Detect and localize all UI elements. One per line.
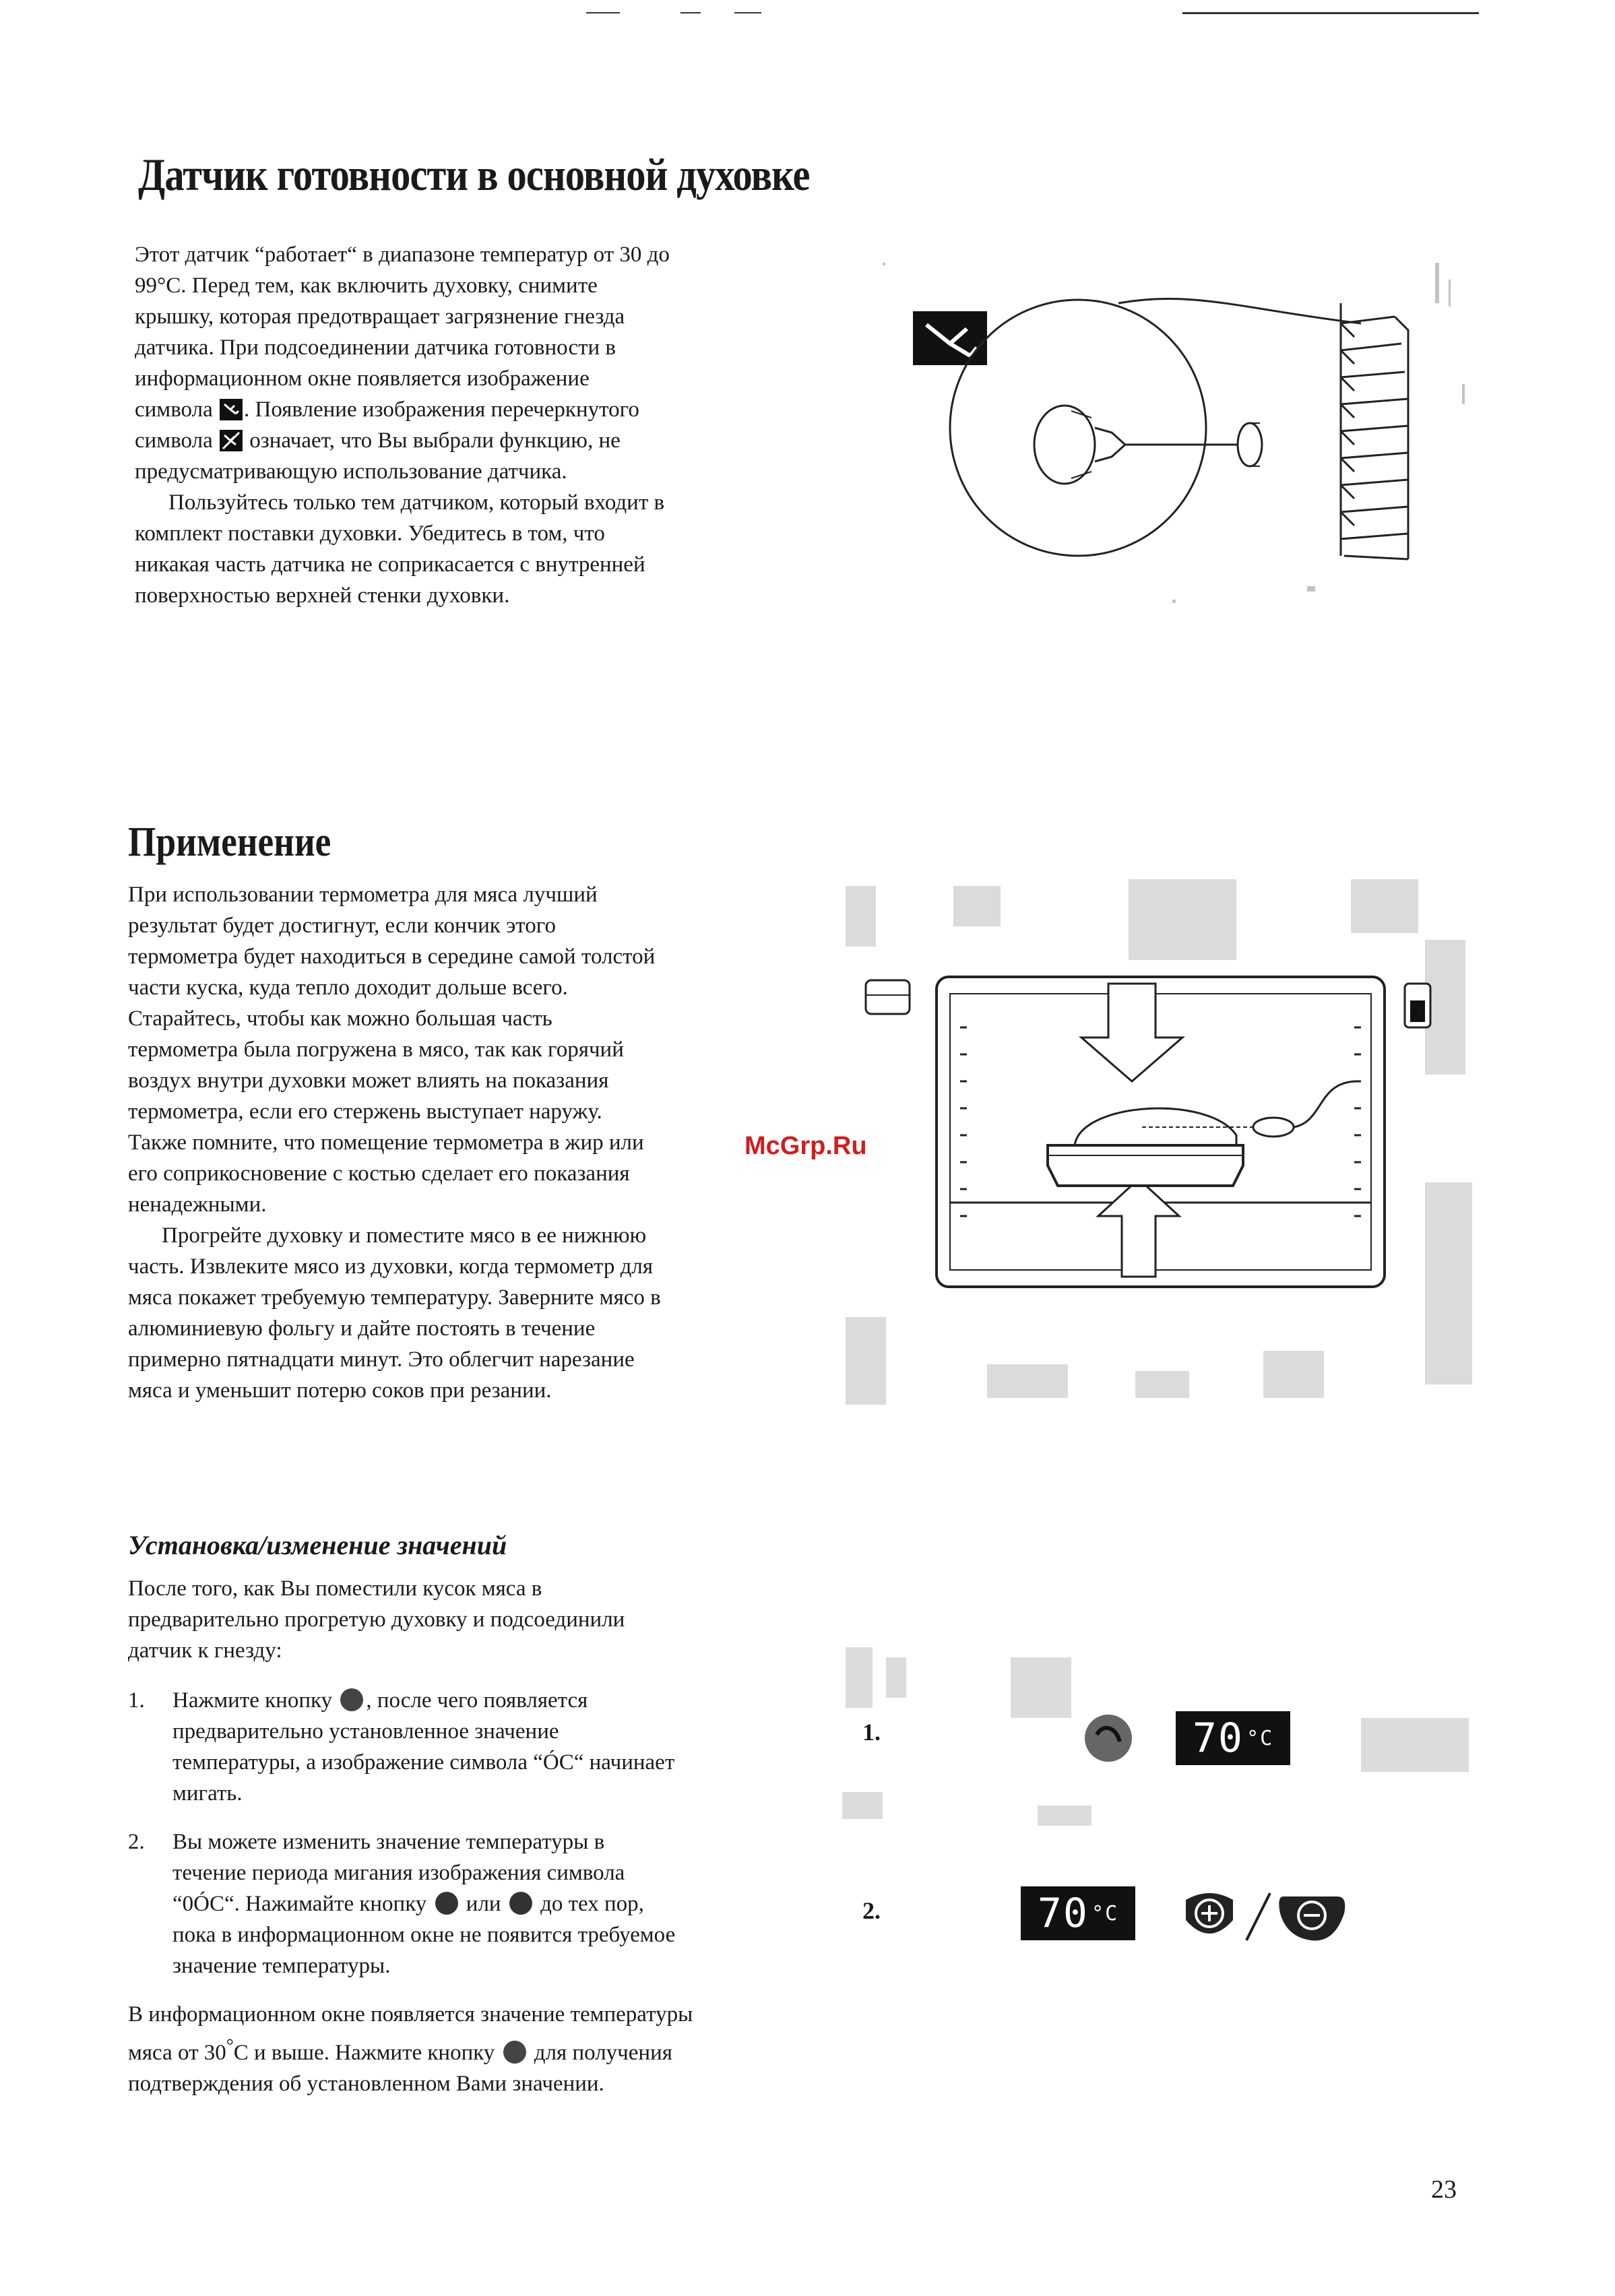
- text-line: результат будет достигнут, если кончик этого: [128, 914, 556, 938]
- text-fragment: , после чего появляется: [366, 1688, 588, 1713]
- text-line: Этот датчик “работает“ в диапазоне температур от 30 до: [135, 243, 670, 267]
- text-line: значение температуры.: [172, 1954, 391, 1978]
- text-line: [172, 1888, 802, 1919]
- text-fragment: . Появление изображения перечеркнутого: [243, 397, 639, 422]
- text-line: [135, 425, 809, 456]
- scan-noise: [1038, 1806, 1091, 1826]
- text-line: датчик к гнезду:: [128, 1638, 282, 1663]
- text-line: предварительно установленное значение: [172, 1719, 559, 1744]
- top-rule-fragment: [680, 12, 701, 13]
- scan-noise: [886, 1657, 906, 1698]
- text-line: никакая часть датчика не соприкасается с внутренней: [135, 552, 645, 577]
- text-line: [135, 394, 809, 425]
- top-rule-fragment: [734, 12, 761, 13]
- step-label-2: 2.: [862, 1897, 881, 1924]
- display-value: 70: [1192, 1715, 1244, 1762]
- roasting-tray: [1048, 1145, 1243, 1186]
- probe-button-icon: [1085, 1715, 1132, 1762]
- text-fragment: до тех пор,: [540, 1892, 644, 1916]
- text-line: информационном окне появляется изображение: [135, 366, 590, 391]
- text-line: комплект поставки духовки. Убедитесь в том, что: [135, 521, 605, 546]
- controls-figure: [842, 1644, 1476, 2021]
- oven-rack: [1341, 303, 1408, 559]
- step-number: 1.: [128, 1688, 145, 1713]
- text-line: воздух внутри духовки может влиять на показания: [128, 1069, 609, 1093]
- text-line: В информационном окне появляется значение температуры: [128, 2002, 693, 2027]
- steps-list: [128, 1685, 802, 1981]
- text-line: поверхностью верхней стенки духовки.: [135, 583, 510, 608]
- probe-symbol-icon: [220, 399, 243, 420]
- text-fragment: означает, что Вы выбрали функцию, не: [249, 428, 621, 453]
- scan-noise: [846, 1647, 873, 1708]
- text-line: крышку, которая предотвращает загрязнение гнезда: [135, 305, 625, 329]
- text-line: Старайтесь, чтобы как можно большая часть: [128, 1007, 552, 1031]
- text-line: предварительно прогретую духовку и подсоединили: [128, 1607, 625, 1632]
- text-line: мигать.: [172, 1781, 243, 1806]
- text-line: [172, 1685, 802, 1716]
- slash-separator: [1246, 1893, 1270, 1940]
- text-fragment: символа: [135, 428, 213, 453]
- text-fragment: символа: [135, 397, 213, 422]
- display-unit: °C: [1246, 1726, 1274, 1750]
- text-fragment: для получения: [534, 2041, 672, 2065]
- plus-minus-buttons: [1179, 1883, 1354, 1950]
- temperature-display-1: [1176, 1711, 1290, 1765]
- text-line: термометра была погружена в мясо, так как горячий: [128, 1038, 624, 1062]
- minus-button-icon: [1279, 1896, 1345, 1941]
- probe-symbol-icon: [913, 311, 987, 365]
- probe-button-icon: [503, 2041, 526, 2064]
- text-line: термометра будет находиться в середине самой толстой: [128, 945, 656, 969]
- degree-sign: °: [226, 2035, 234, 2055]
- list-item: [128, 1826, 802, 1981]
- crossed-probe-symbol-icon: [220, 430, 243, 451]
- text-line: датчика. При подсоединении датчика готовности в: [135, 336, 616, 360]
- text-fragment: Нажмите кнопку: [172, 1688, 333, 1713]
- section3-title: Установка/изменение значений: [128, 1530, 507, 1560]
- section1-text: [135, 239, 809, 611]
- section2-title: Применение: [128, 819, 331, 865]
- text-line: После того, как Вы поместили кусок мяса в: [128, 1576, 542, 1601]
- text-line: Вы можете изменить значение температуры в: [172, 1830, 605, 1854]
- display-value: 70: [1037, 1890, 1089, 1937]
- probe-button-icon: [340, 1688, 363, 1711]
- text-fragment: мяса от 30: [128, 2041, 226, 2065]
- section3-text: [128, 1573, 802, 2099]
- top-rule-fragment: [586, 12, 620, 13]
- text-line: подтверждения об установленном Вами значении.: [128, 2072, 604, 2096]
- top-rule: [1182, 12, 1479, 14]
- text-line: части куска, куда тепло доходит дольше всего.: [128, 976, 568, 1000]
- left-control-icon: [866, 980, 910, 1014]
- plus-button-icon: [435, 1892, 458, 1915]
- text-line: температуры, а изображение символа “ÓС“ начинает: [172, 1750, 675, 1775]
- list-item: [128, 1685, 802, 1809]
- minus-button-icon: [509, 1892, 532, 1915]
- scan-noise: [1011, 1657, 1071, 1718]
- step-number: 2.: [128, 1830, 145, 1854]
- text-line: предусматривающую использование датчика.: [135, 459, 567, 484]
- text-line: мяса покажет требуемую температуру. Заверните мясо в: [128, 1285, 661, 1310]
- scan-noise: [842, 1792, 883, 1819]
- text-line: его соприкосновение с костью сделает его показания: [128, 1161, 630, 1186]
- display-unit: °C: [1091, 1901, 1119, 1925]
- text-line: мяса и уменьшит потерю соков при резании.: [128, 1378, 552, 1403]
- text-fragment: или: [466, 1892, 501, 1916]
- text-line: пока в информационном окне не появится требуемое: [172, 1923, 676, 1947]
- text-line: термометра, если его стержень выступает наружу.: [128, 1099, 602, 1124]
- section1-title: Датчик готовности в основной духовке: [138, 149, 810, 200]
- text-fragment: “0ÓС“. Нажимайте кнопку: [172, 1892, 427, 1916]
- probe-figure: [869, 249, 1476, 627]
- oven-figure: [846, 879, 1472, 1418]
- probe-connector: [1034, 406, 1262, 484]
- section2-text: [128, 879, 802, 1406]
- text-line: Прогрейте духовку и поместите мясо в ее нижнюю: [162, 1223, 647, 1248]
- watermark: McGrp.Ru: [745, 1132, 867, 1160]
- probe-cable: [1118, 298, 1361, 323]
- temperature-display-2: [1021, 1886, 1135, 1940]
- text-line: алюминиевую фольгу и дайте постоять в течение: [128, 1316, 596, 1341]
- text-line: примерно пятнадцати минут. Это облегчит нарезание: [128, 1347, 635, 1372]
- text-line: Также помните, что помещение термометра в жир или: [128, 1130, 644, 1155]
- text-fragment: С и выше. Нажмите кнопку: [233, 2041, 495, 2065]
- text-line: При использовании термометра для мяса лучший: [128, 883, 598, 907]
- text-line: ненадежными.: [128, 1192, 267, 1217]
- text-line: течение периода мигания изображения символа: [172, 1861, 625, 1885]
- text-line: часть. Извлеките мясо из духовки, когда термометр для: [128, 1254, 654, 1279]
- plus-button-icon: [1186, 1893, 1233, 1934]
- step-label-1: 1.: [862, 1719, 881, 1746]
- page-number: 23: [1431, 2175, 1457, 2204]
- scan-noise: [1361, 1718, 1469, 1772]
- text-line: [128, 2030, 802, 2068]
- text-line: 99°С. Перед тем, как включить духовку, снимите: [135, 274, 598, 298]
- text-line: Пользуйтесь только тем датчиком, который входит в: [168, 490, 665, 515]
